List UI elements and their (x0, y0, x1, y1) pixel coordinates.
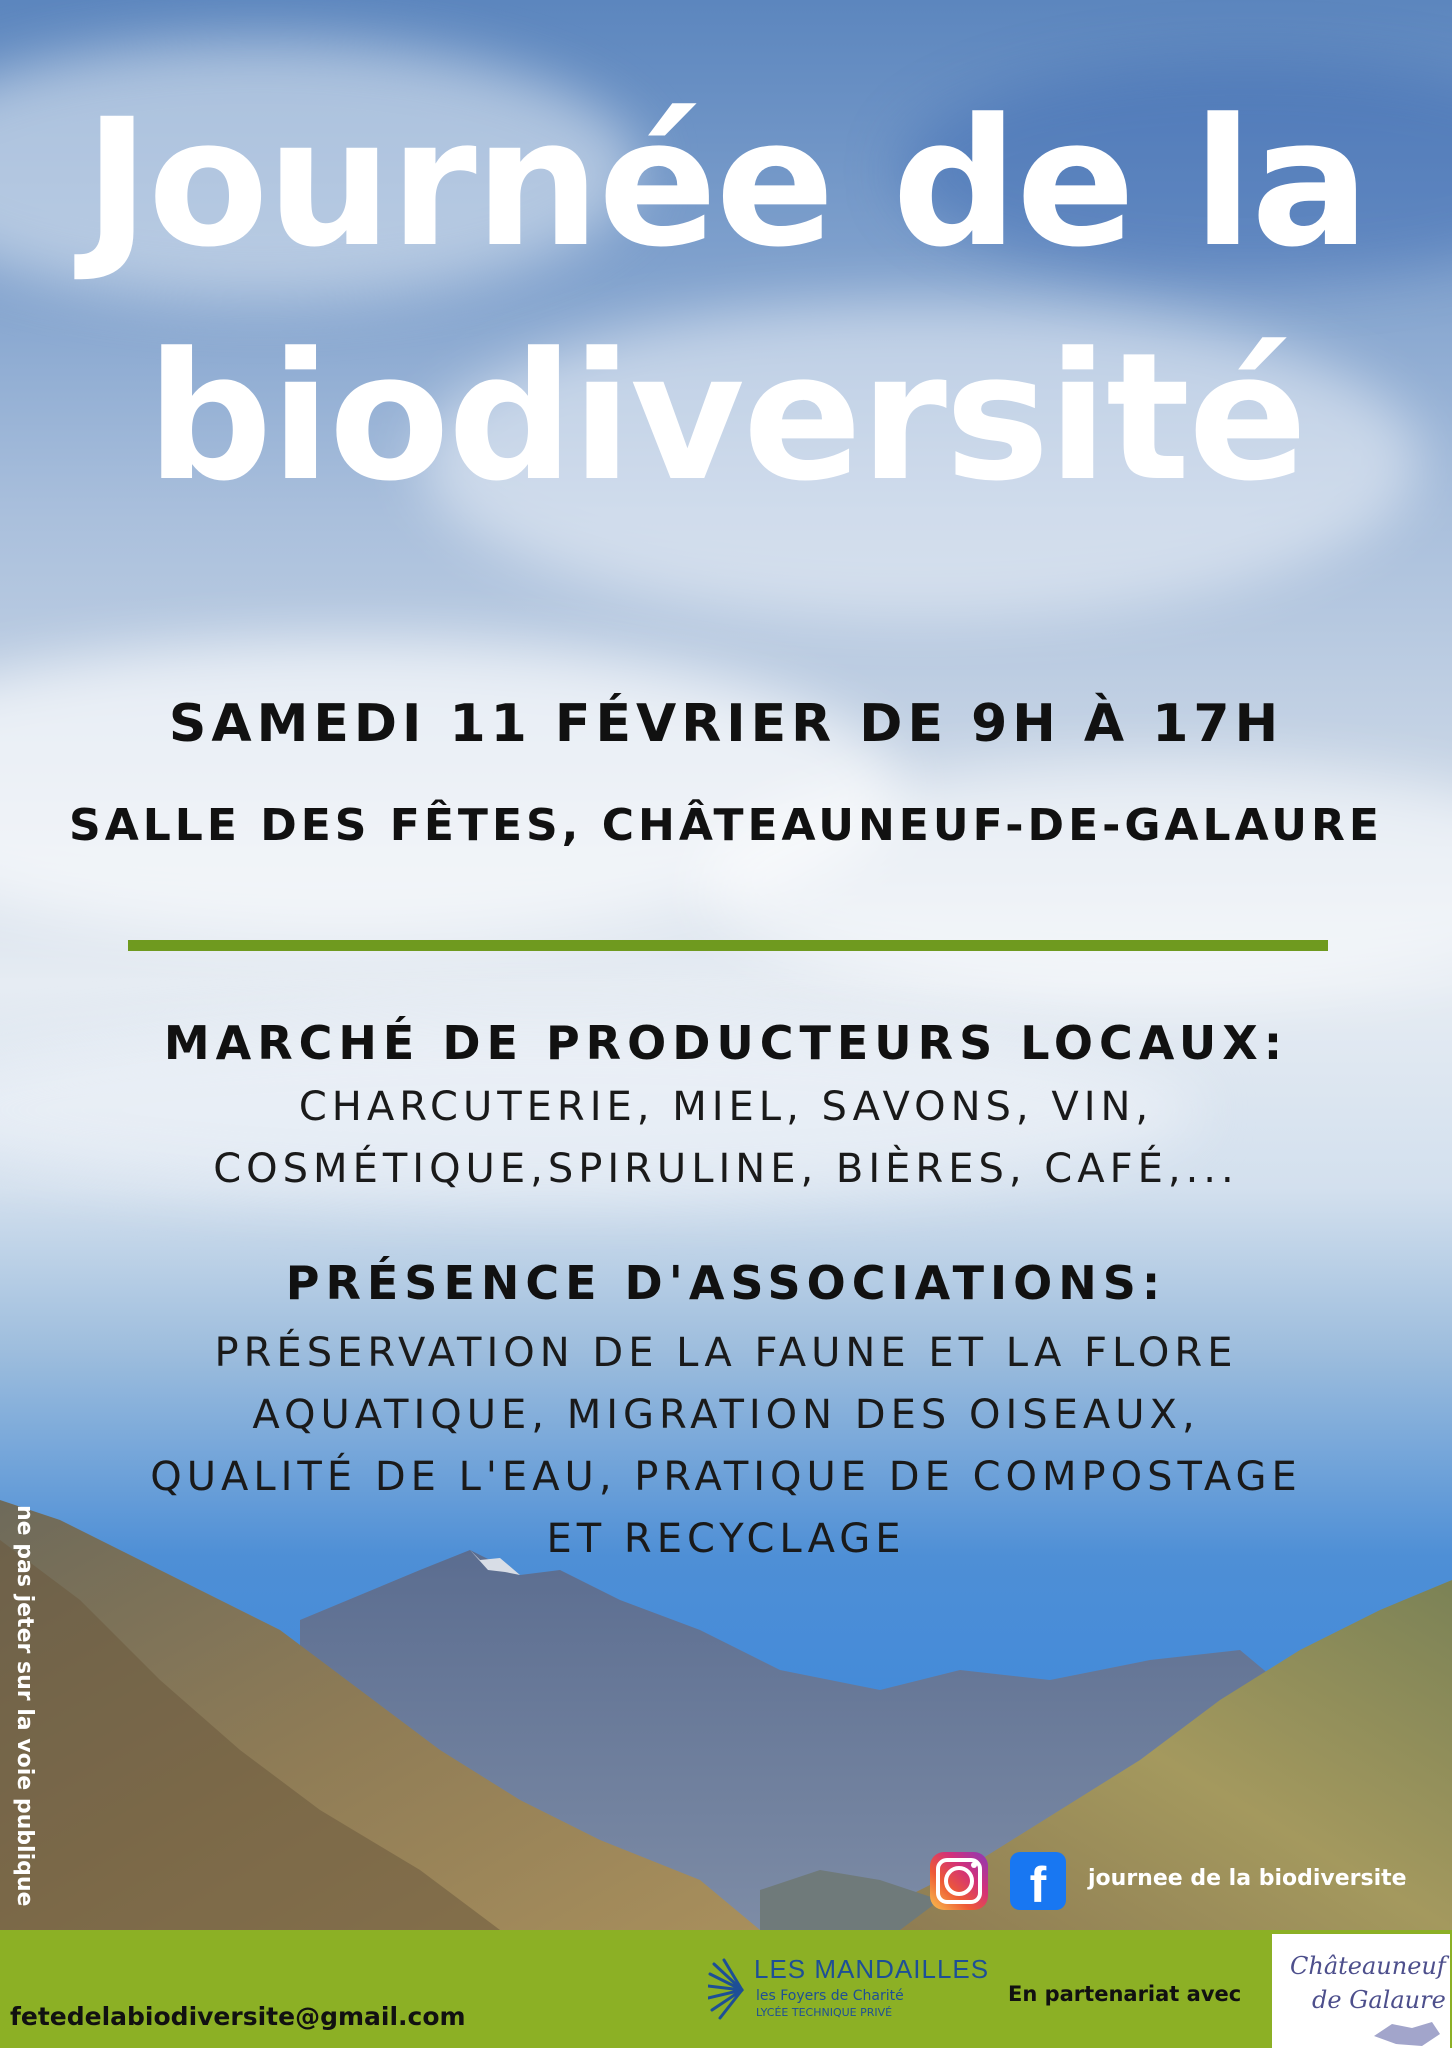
event-venue: SALLE DES FÊTES, CHÂTEAUNEUF-DE-GALAURE (69, 800, 1383, 851)
market-line-2: COSMÉTIQUE,SPIRULINE, BIÈRES, CAFÉ,... (213, 1146, 1239, 1192)
map-shape-icon (1372, 2018, 1442, 2048)
chateauneuf-line-2: de Galaure (1312, 1986, 1446, 2014)
mandailles-logo (708, 1954, 1008, 2034)
market-line-1: CHARCUTERIE, MIEL, SAVONS, VIN, (298, 1084, 1154, 1130)
sunburst-icon (708, 1958, 748, 2022)
associations-heading: PRÉSENCE D'ASSOCIATIONS: (285, 1256, 1167, 1310)
associations-line-3: QUALITÉ DE L'EAU, PRATIQUE DE COMPOSTAGE (150, 1454, 1302, 1500)
partner-label: En partenariat avec (1008, 1982, 1242, 2006)
chateauneuf-line-1: Châteauneuf (1290, 1952, 1446, 1980)
title-line-2: biodiversité (146, 315, 1306, 520)
mandailles-name: LES MANDAILLES (754, 1954, 990, 1984)
mandailles-subtitle-2: LYCÉE TECHNIQUE PRIVÉ (756, 2006, 893, 2019)
associations-line-2: AQUATIQUE, MIGRATION DES OISEAUX, (252, 1392, 1200, 1438)
event-date: SAMEDI 11 FÉVRIER DE 9H À 17H (168, 694, 1284, 754)
associations-line-1: PRÉSERVATION DE LA FAUNE ET LA FLORE (214, 1330, 1238, 1376)
associations-line-4: ET RECYCLAGE (546, 1516, 906, 1562)
social-handle[interactable]: journee de la biodiversite (1088, 1866, 1407, 1891)
side-note: ne pas jeter sur la voie publique (12, 1505, 37, 1907)
divider-rule (128, 940, 1328, 951)
title-line-1: Journée de la (84, 81, 1368, 286)
facebook-icon[interactable]: f (1010, 1852, 1066, 1910)
chateauneuf-logo (1272, 1934, 1450, 2048)
instagram-icon[interactable] (930, 1852, 988, 1910)
mandailles-subtitle: les Foyers de Charité (756, 1988, 904, 2004)
market-heading: MARCHÉ DE PRODUCTEURS LOCAUX: (163, 1016, 1289, 1070)
contact-email[interactable]: fetedelabiodiversite@gmail.com (10, 2002, 466, 2031)
